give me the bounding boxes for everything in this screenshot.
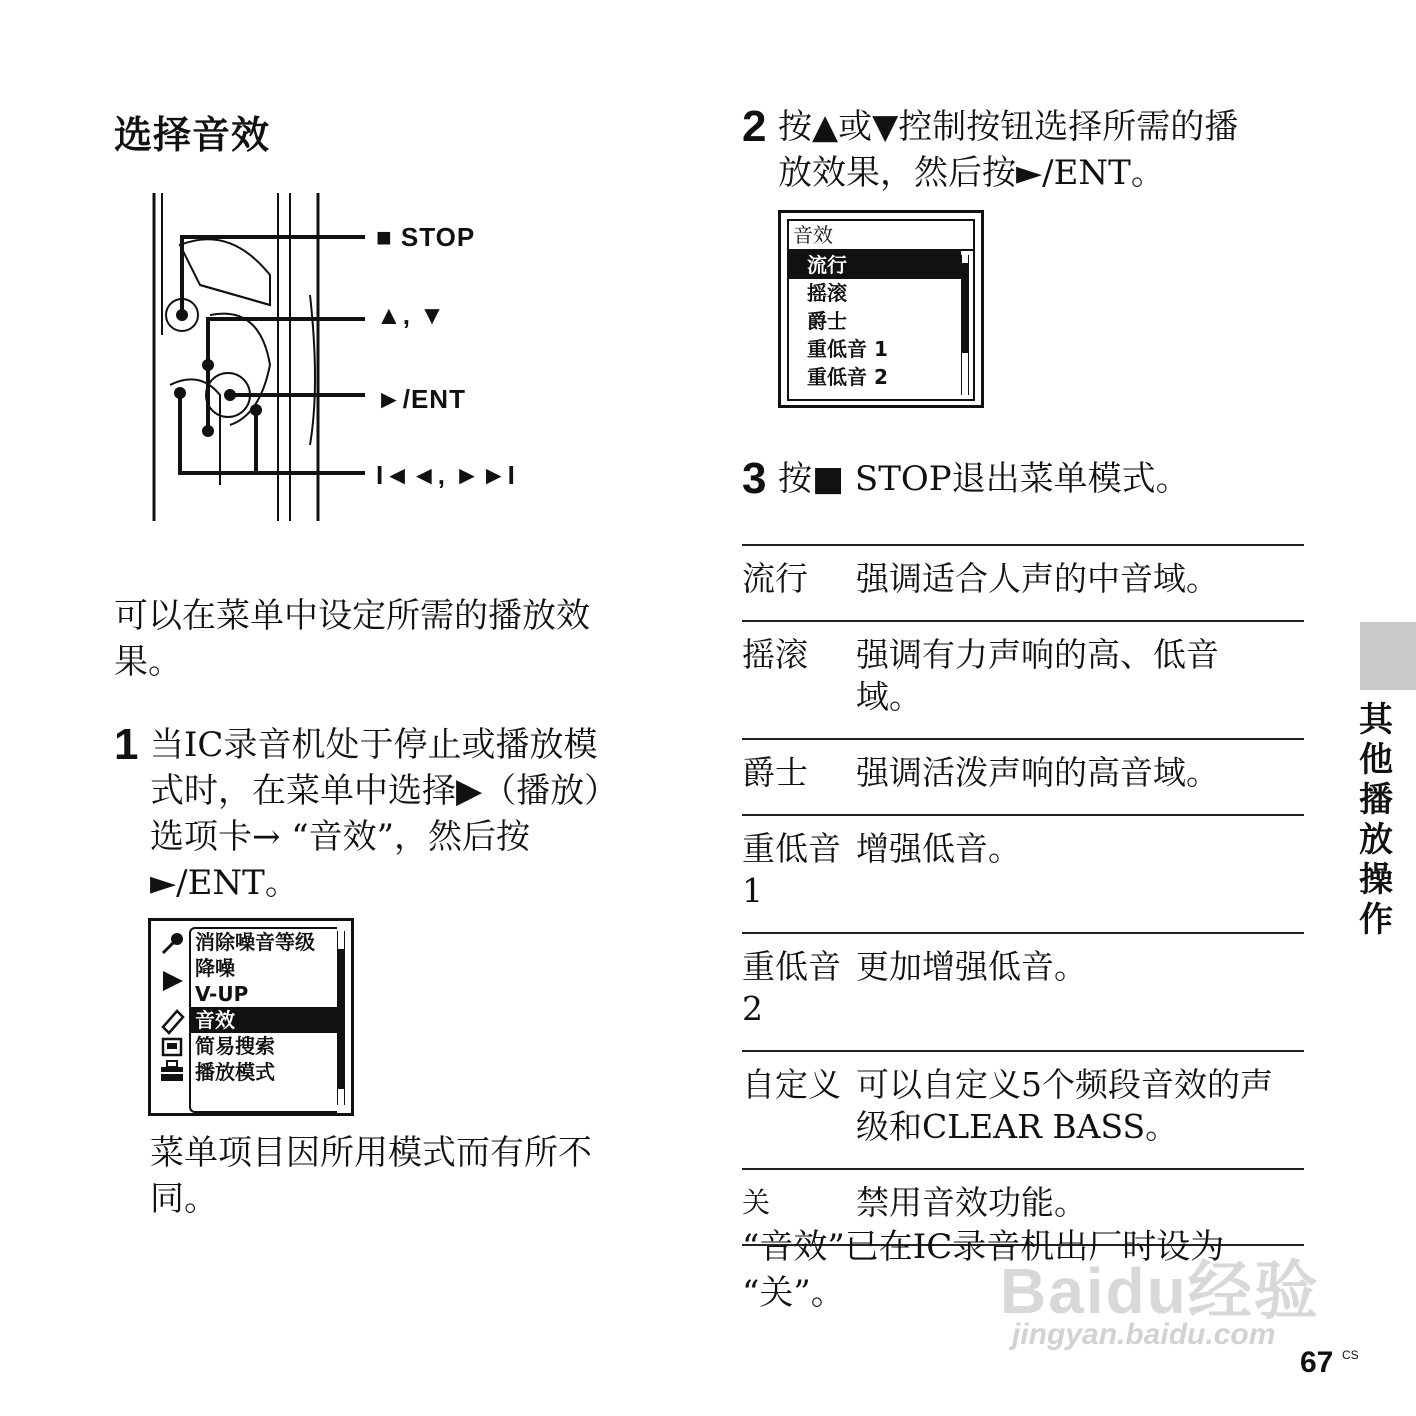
page-suffix: CS [1342,1348,1359,1362]
play-icon [163,971,183,991]
effect-item[interactable]: 重低音 2 [807,365,888,389]
table-row [742,1051,1304,1169]
step-1-text [150,722,618,906]
toolbox-icon [161,1061,183,1081]
effect-desc: 强调适合人声的中音域。 [856,545,1304,621]
step-2-line: 按▲或▼控制按钮选择所需的播 [778,107,1239,147]
page-number: 67 [1300,1346,1334,1379]
table-row [742,621,1304,739]
effect-screen [778,210,984,408]
step-3-text: 按■ STOP退出菜单模式。 [778,459,1190,499]
table-row [742,815,1304,933]
effect-desc: 强调有力声响的高、低音域。 [856,621,1304,739]
side-tab-text: 其他播放操作 [1359,700,1393,940]
step-1-line: 选项卡→ “音效”，然后按 [150,817,531,857]
side-tab-label [1352,700,1400,940]
effect-scrollbar-thumb[interactable] [962,263,968,353]
intro-line: 果。 [114,642,182,682]
step-1-line: 当IC录音机处于停止或播放模 [150,725,598,765]
intro-text [114,593,590,685]
skip-label: I◄◄, ►►I [376,460,516,490]
stop-label: ■ STOP [376,222,476,252]
effects-table [742,544,1304,1246]
menu-icon-column [157,927,187,1091]
footnote-line: “关”。 [742,1273,845,1313]
step-1-number: 1 [114,720,139,769]
effect-name: 爵士 [742,739,856,815]
menu-item-selected[interactable]: 音效 [191,1007,337,1033]
effect-item[interactable]: 爵士 [807,309,847,333]
effect-desc: 可以自定义5个频段音效的声级和CLEAR BASS。 [856,1051,1304,1169]
menu-item[interactable]: 降噪 [195,956,235,980]
step-2-text [778,104,1238,196]
effect-screen-header: 音效 [789,221,973,251]
effect-desc: 强调活泼声响的高音域。 [856,739,1304,815]
scrollbar-thumb[interactable] [338,949,344,1089]
step-3-number: 3 [742,454,767,503]
effect-desc: 增强低音。 [856,815,1304,933]
effect-scrollbar[interactable] [961,255,969,395]
menu-note [150,1130,592,1222]
effect-item[interactable]: 摇滚 [807,281,847,305]
effect-item[interactable]: 重低音 1 [807,337,888,361]
step-2-line: 放效果，然后按►/ENT。 [778,153,1165,193]
menu-list [189,927,337,1113]
step-1-line: ►/ENT。 [150,863,299,903]
step-1-line: 式时，在菜单中选择▶（播放） [150,771,619,811]
up-down-label: ▲, ▼ [376,300,446,330]
effect-name: 自定义 [742,1051,856,1169]
footnote-line: “音效”已在IC录音机出厂时设为 [742,1227,1225,1267]
section-title: 选择音效 [114,113,271,157]
effect-item-selected[interactable]: 流行 [789,251,961,279]
step-2-number: 2 [742,102,767,151]
intro-line: 可以在菜单中设定所需的播放效 [114,596,590,636]
scrollbar[interactable] [337,931,345,1105]
effect-name: 流行 [742,545,856,621]
effect-name: 重低音1 [742,815,856,933]
effect-list-frame [787,219,975,401]
table-row [742,739,1304,815]
pencil-icon [163,1011,183,1033]
effect-desc: 禁用音效功能。 [856,1169,1304,1245]
note-line: 菜单项目因所用模式而有所不 [150,1133,592,1173]
effect-name: 摇滚 [742,621,856,739]
watermark-logo: Baidu经验 [1000,1255,1320,1327]
table-row [742,933,1304,1051]
note-line: 同。 [150,1179,218,1219]
menu-item[interactable]: V-UP [195,982,249,1006]
watermark-url: jingyan.baidu.com [1012,1318,1276,1351]
effect-name: 重低音2 [742,933,856,1051]
side-tab-marker [1360,622,1416,690]
menu-item[interactable]: 播放模式 [195,1060,275,1084]
mic-icon [163,933,183,953]
menu-item[interactable]: 简易搜索 [195,1034,275,1058]
effect-name: 关 [742,1169,856,1245]
play-ent-label: ►/ENT [376,384,466,414]
table-row [742,545,1304,621]
menu-screen [148,918,354,1116]
display-icon [163,1039,181,1055]
menu-item[interactable]: 消除噪音等级 [195,930,315,954]
effect-desc: 更加增强低音。 [856,933,1304,1051]
